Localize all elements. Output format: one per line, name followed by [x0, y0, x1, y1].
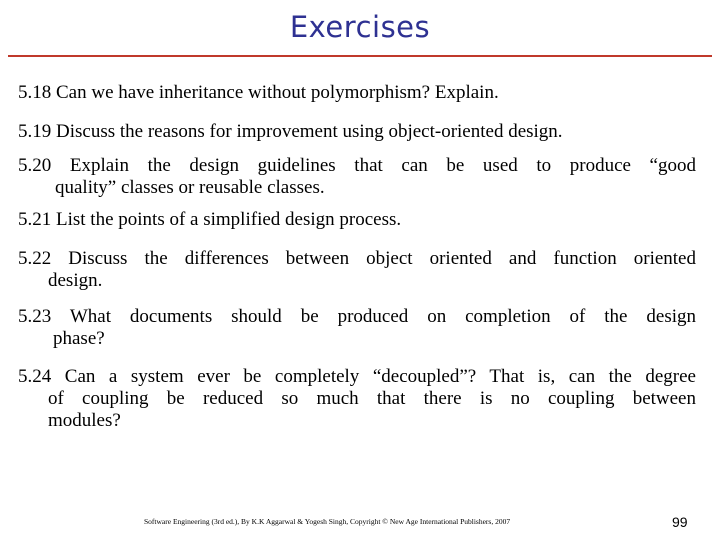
exercise-5-19 [18, 121, 696, 143]
exercise-5-24 [18, 366, 696, 432]
exercise-5-20 [18, 155, 696, 199]
exercise-text-continued: design. [48, 270, 103, 291]
exercise-text: 5.24 Can a system ever be completely “decoupled”? That is, can the degree [18, 366, 696, 387]
page-number: 99 [672, 514, 688, 530]
exercise-text-continued: phase? [53, 328, 105, 349]
slide-title: Exercises [289, 10, 431, 44]
exercise-text: 5.21 List the points of a simplified design process. [18, 209, 402, 230]
exercise-5-22 [18, 248, 696, 292]
exercise-text: 5.23 What documents should be produced on completion of the design [18, 306, 696, 327]
exercise-text-continued: of coupling be reduced so much that there is no coupling between [48, 388, 696, 409]
exercise-5-21 [18, 209, 696, 231]
title-divider [8, 55, 712, 57]
copyright-footer: Software Engineering (3rd ed.), By K.K Aggarwal & Yogesh Singh, Copyright © New Age International Publishers, 2007 [144, 517, 511, 526]
exercise-text: 5.22 Discuss the differences between object oriented and function oriented [18, 248, 696, 269]
exercise-text: 5.18 Can we have inheritance without polymorphism? Explain. [18, 82, 499, 103]
exercise-text: 5.20 Explain the design guidelines that can be used to produce “good [18, 155, 696, 176]
exercise-text-continued: quality” classes or reusable classes. [55, 177, 325, 198]
exercise-5-23 [18, 306, 696, 350]
exercise-5-18 [18, 82, 696, 104]
exercise-text-continued: modules? [48, 410, 121, 431]
exercise-text: 5.19 Discuss the reasons for improvement using object-oriented design. [18, 121, 563, 142]
